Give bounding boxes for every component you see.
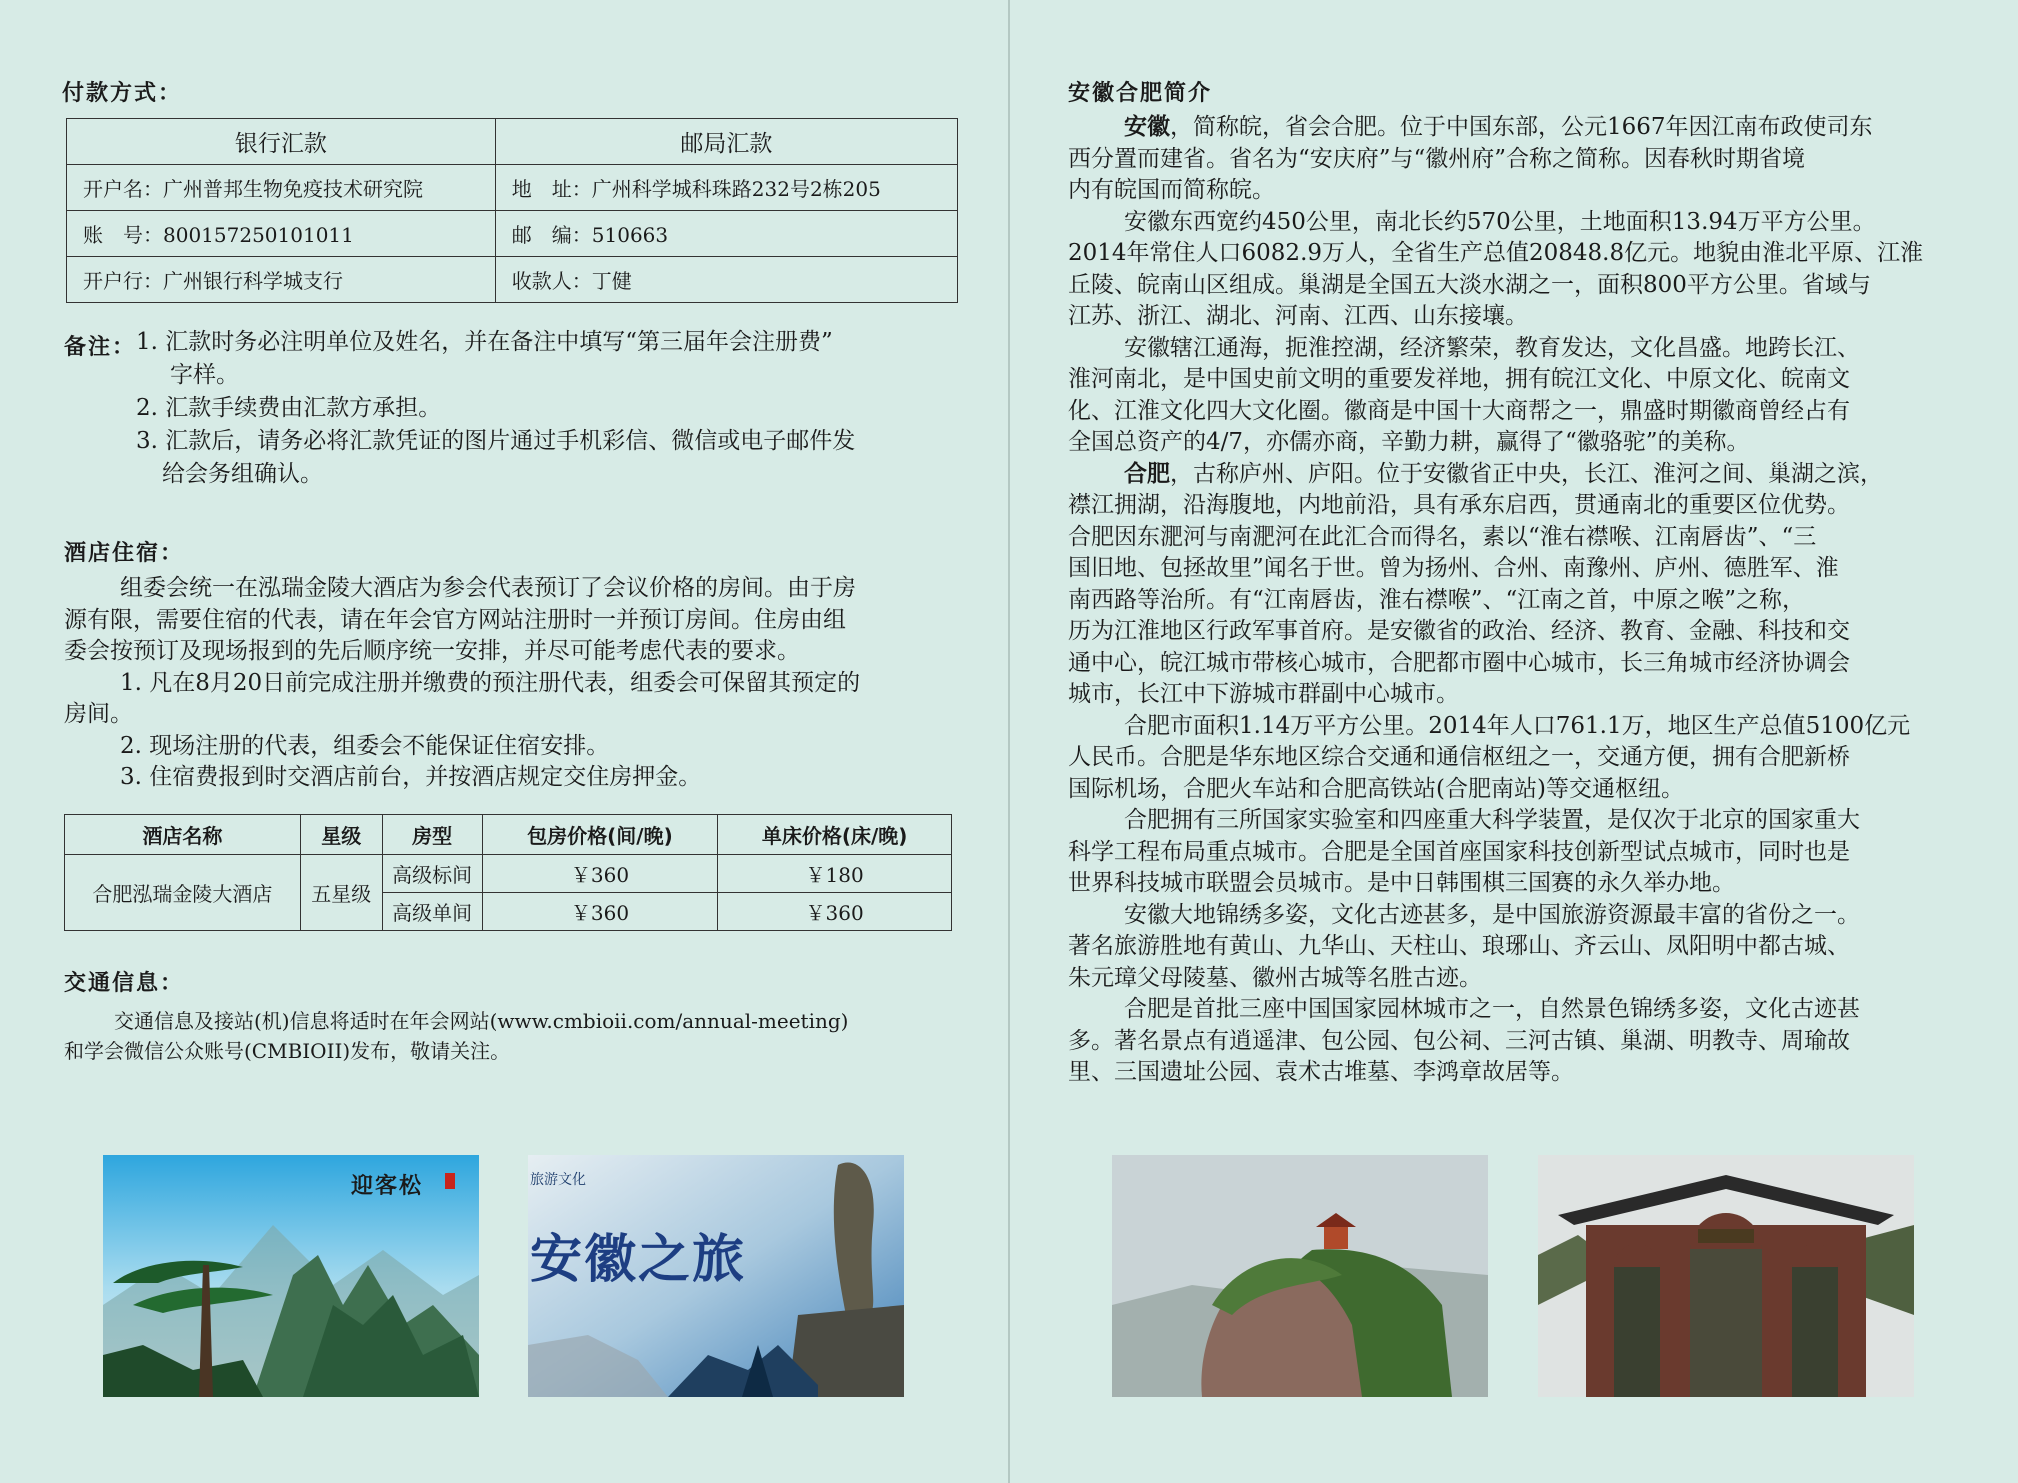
para-line: 里、三国遗址公园、袁术古堆墓、李鸿章故居等。 [1068, 1059, 1574, 1085]
hotel-name-cell: 合肥泓瑞金陵大酒店 [65, 855, 301, 931]
hotel-header: 房型 [382, 815, 482, 855]
para-line: 合肥是首批三座中国国家园林城市之一，自然景色锦绣多姿，文化古迹甚 [1124, 996, 1860, 1022]
hotel-header: 单床价格(床/晚) [718, 815, 952, 855]
note-line: 1. 汇款时务必注明单位及姓名，并在备注中填写“第三届年会注册费” [136, 329, 833, 355]
red-seal-icon [445, 1173, 455, 1189]
hotel-header: 包房价格(间/晚) [482, 815, 718, 855]
bank-header-bank: 银行汇款 [67, 119, 496, 165]
room-price-cell: ￥360 [482, 893, 718, 931]
hotel-line: 房间。 [64, 701, 133, 727]
archway-gate-photo [1538, 1155, 1914, 1397]
para-line: 历为江淮地区行政军事首府。是安徽省的政治、经济、教育、金融、科技和交 [1068, 618, 1850, 644]
para-line: 合肥拥有三所国家实验室和四座重大科学装置，是仅次于北京的国家重大 [1124, 807, 1860, 833]
hotel-table [64, 814, 952, 931]
right-page [1010, 0, 2018, 1483]
para-line: 安徽大地锦绣多姿，文化古迹甚多，是中国旅游资源最丰富的省份之一。 [1124, 901, 1860, 928]
bank-header-post: 邮局汇款 [495, 119, 957, 165]
table-row [67, 165, 958, 211]
para-text: ，简称皖，省会合肥。位于中国东部，公元1667年因江南布政使司东 [1170, 114, 1873, 140]
para-line: 国旧地、包拯故里”闻名于世。曾为扬州、合州、南豫州、庐州、德胜军、淮 [1068, 555, 1839, 581]
hotel-line: 组委会统一在泓瑞金陵大酒店为参会代表预订了会议价格的房间。由于房 [120, 575, 856, 601]
para-line: 丘陵、皖南山区组成。巢湖是全国五大淡水湖之一，面积800平方公里。省域与 [1068, 271, 1871, 298]
para-text: ，古称庐州、庐阳。位于安徽省正中央，长江、淮河之间、巢湖之滨， [1170, 460, 1883, 487]
note-line: 2. 汇款手续费由汇款方承担。 [136, 395, 442, 421]
hotel-line: 3. 住宿费报到时交酒店前台，并按酒店规定交住房押金。 [120, 764, 702, 790]
para-line: 化、江淮文化四大文化圈。徽商是中国十大商帮之一，鼎盛时期徽商曾经占有 [1068, 397, 1850, 424]
para-line: 城市，长江中下游城市群副中心城市。 [1068, 681, 1459, 707]
para-line: 合肥市面积1.14万平方公里。2014年人口761.1万，地区生产总值5100亿元 [1124, 712, 1911, 739]
para-line: 国际机场，合肥火车站和合肥高铁站(合肥南站)等交通枢纽。 [1068, 775, 1684, 802]
note-line: 字样。 [170, 362, 239, 388]
para-line [1068, 459, 1972, 491]
poster-title: 安徽之旅 [530, 1229, 747, 1290]
bed-price-cell: ￥360 [718, 893, 952, 931]
para-line: 安徽东西宽约450公里，南北长约570公里，土地面积13.94万平方公里。 [1124, 208, 1876, 235]
hotel-title: 酒店住宿： [64, 541, 185, 566]
hotel-line: 源有限，需要住宿的代表，请在年会官方网站注册时一并预订房间。住房由组 [64, 606, 846, 633]
para-line: 内有皖国而简称皖。 [1068, 177, 1275, 203]
anhui-travel-poster [528, 1155, 904, 1397]
note-line: 3. 汇款后，请务必将汇款凭证的图片通过手机彩信、微信或电子邮件发 [136, 428, 856, 454]
payment-title: 付款方式： [62, 81, 183, 106]
table-row [67, 211, 958, 257]
para-line: 著名旅游胜地有黄山、九华山、天柱山、琅琊山、齐云山、凤阳明中都古城、 [1068, 933, 1850, 959]
transport-text [64, 1006, 964, 1066]
hotel-header: 星级 [300, 815, 382, 855]
hotel-line: 委会按预订及现场报到的先后顺序统一安排，并尽可能考虑代表的要求。 [64, 638, 800, 664]
hotel-line: 2. 现场注册的代表，组委会不能保证住宿安排。 [120, 732, 610, 759]
bank-cell: 账 号：800157250101011 [67, 211, 496, 257]
bank-table [66, 118, 958, 303]
bold-term: 安徽 [1124, 114, 1170, 140]
hotel-header: 酒店名称 [65, 815, 301, 855]
transport-line: 交通信息及接站(机)信息将适时在年会网站(www.cmbioii.com/annual-meeting) [114, 1009, 849, 1033]
bold-term: 合肥 [1124, 460, 1170, 487]
para-line: 襟江拥湖，沿海腹地，内地前沿，具有承东启西，贯通南北的重要区位优势。 [1068, 492, 1850, 518]
intro-title: 安徽合肥简介 [1068, 81, 1213, 106]
para-line [1068, 112, 1972, 144]
para-line: 淮河南北，是中国史前文明的重要发祥地，拥有皖江文化、中原文化、皖南文 [1068, 366, 1850, 392]
bank-cell: 邮 编：510663 [495, 211, 957, 257]
transport-line: 和学会微信公众账号(CMBIOII)发布，敬请关注。 [64, 1039, 511, 1063]
para-line: 通中心，皖江城市带核心城市，合肥都市圈中心城市，长三角城市经济协调会 [1068, 649, 1850, 676]
para-line: 西分置而建省。省名为“安庆府”与“徽州府”合称之简称。因春秋时期省境 [1068, 145, 1806, 172]
hotel-text [64, 573, 964, 794]
hotel-line: 1. 凡在8月20日前完成注册并缴费的预注册代表，组委会可保留其预定的 [120, 669, 861, 696]
bank-cell: 地 址：广州科学城科珠路232号2栋205 [495, 165, 957, 211]
bed-price-cell: ￥180 [718, 855, 952, 893]
para-line: 2014年常住人口6082.9万人，全省生产总值20848.8亿元。地貌由淮北平原、江淮 [1068, 240, 1924, 266]
para-line: 人民币。合肥是华东地区综合交通和通信枢纽之一，交通方便，拥有合肥新桥 [1068, 744, 1850, 770]
photo1-caption: 迎客松 [351, 1174, 424, 1199]
notes-label: 备注： [64, 335, 137, 360]
poster-tag: 旅游文化 [530, 1172, 586, 1188]
bank-cell: 收款人：丁健 [495, 257, 957, 303]
room-type-cell: 高级标间 [382, 855, 482, 893]
para-line: 安徽辖江通海，扼淮控湖，经济繁荣，教育发达，文化昌盛。地跨长江、 [1124, 334, 1860, 361]
room-price-cell: ￥360 [482, 855, 718, 893]
cliff-pavilion-photo [1112, 1155, 1488, 1397]
table-row [67, 257, 958, 303]
transport-title: 交通信息： [64, 971, 185, 996]
para-line: 全国总资产的4/7，亦儒亦商，辛勤力耕，赢得了“徽骆驼”的美称。 [1068, 429, 1750, 455]
intro-text [1068, 112, 1972, 1089]
para-line: 科学工程布局重点城市。合肥是全国首座国家科技创新型试点城市，同时也是 [1068, 838, 1850, 865]
para-line: 世界科技城市联盟会员城市。是中日韩围棋三国赛的永久举办地。 [1068, 870, 1735, 896]
room-type-cell: 高级单间 [382, 893, 482, 931]
bank-cell: 开户行：广州银行科学城支行 [67, 257, 496, 303]
para-line: 南西路等治所。有“江南唇齿，淮右襟喉”、“江南之首，中原之喉”之称， [1068, 586, 1806, 613]
note-line: 给会务组确认。 [162, 461, 323, 487]
para-line: 合肥因东淝河与南淝河在此汇合而得名，素以“淮右襟喉、江南唇齿”、“三 [1068, 523, 1817, 550]
para-line: 朱元璋父母陵墓、徽州古城等名胜古迹。 [1068, 964, 1482, 991]
hotel-stars-cell: 五星级 [300, 855, 382, 931]
para-line: 多。著名景点有逍遥津、包公园、包公祠、三河古镇、巢湖、明教寺、周瑜故 [1068, 1027, 1850, 1054]
left-page [0, 0, 1008, 1483]
notes-list [136, 326, 956, 491]
bank-cell: 开户名：广州普邦生物免疫技术研究院 [67, 165, 496, 211]
table-row [65, 855, 952, 893]
welcoming-pine-photo [103, 1155, 479, 1397]
para-line: 江苏、浙江、湖北、河南、江西、山东接壤。 [1068, 303, 1528, 329]
